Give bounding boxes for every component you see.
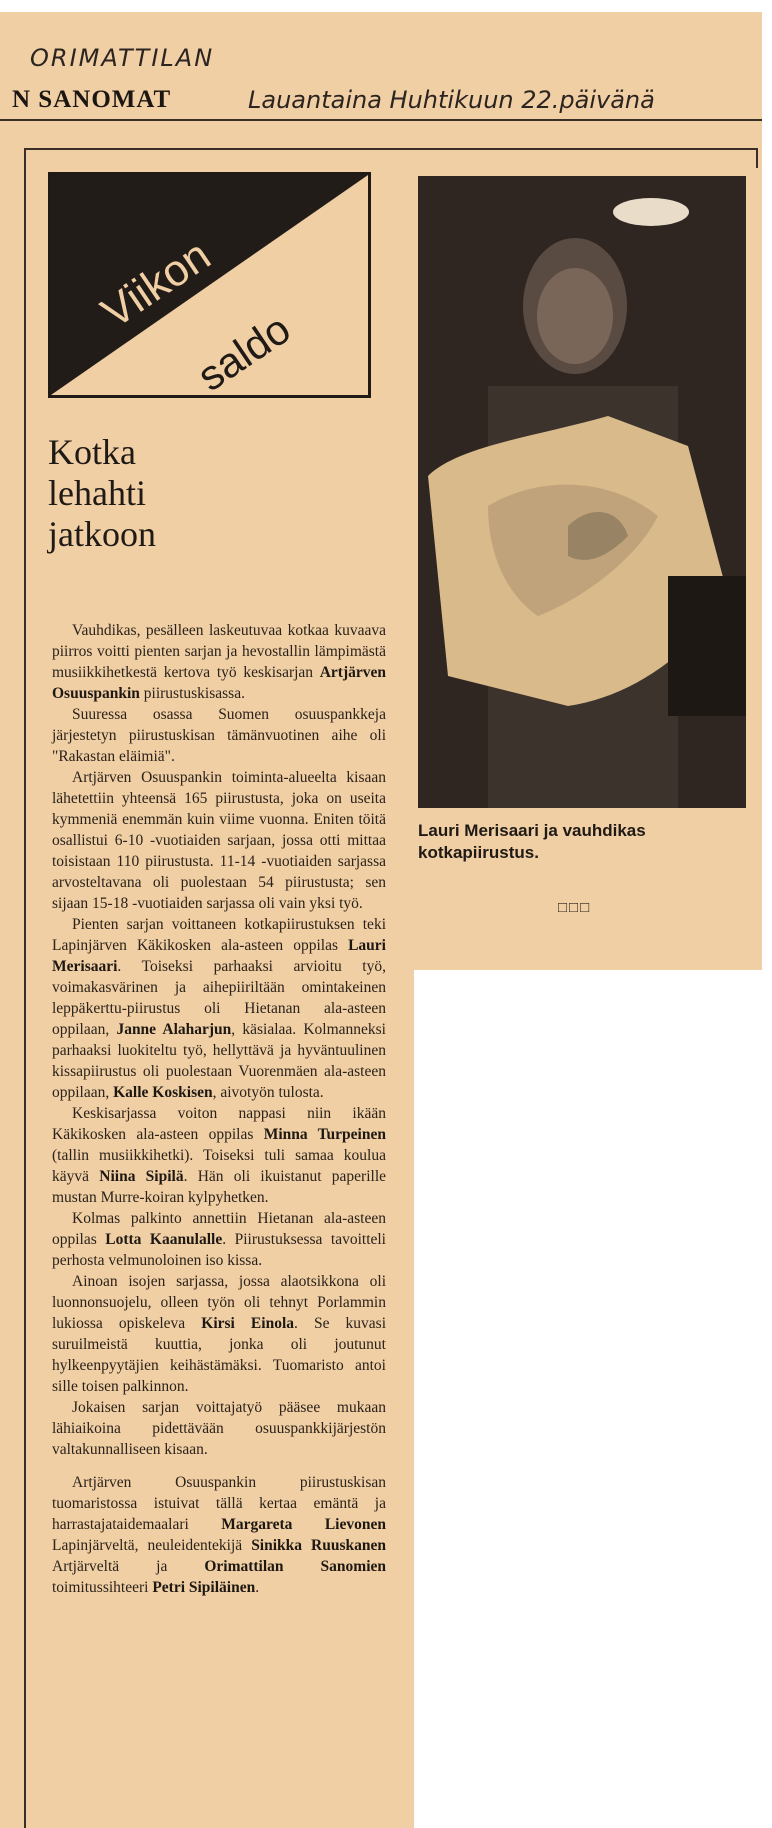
name-bold: Orimattilan Sanomien (204, 1558, 386, 1575)
article-photo (418, 176, 746, 808)
paragraph-2: Suuressa osassa Suomen osuuspankkeja järjestetyn piirustuskisan tämänvuotinen aihe oli "Rakastan eläimiä". (52, 706, 386, 765)
photo-caption: Lauri Merisaari ja vauhdikas kotkapiirustus. (418, 821, 646, 862)
paragraph-6: Kolmas palkinto annettiin Hietanan ala-asteen oppilas Lotta Kaanulalle. Piirustuksessa tavoitteli perhosta velmunoloinen iso kissa. (52, 1210, 386, 1269)
handwritten-town: ORIMATTILAN (30, 44, 215, 72)
paragraph-3: Artjärven Osuuspankin toiminta-alueelta kisaan lähetettiin yhteensä 165 piirustusta, joka on useita kymmeniä enemmän kuin viime vuonna. Eniten töitä osallistui 6-10 -vuotiaiden sarjaan, jossa otti mittaa toisistaan 110 piirustusta. 11-14 -vuotiaiden sarjassa arvosteltavana oli puolestaan 54 piirustusta; sen sijaan 15-18 -vuotiaiden sarjassa oli vain yksi työ. (52, 769, 386, 912)
handwritten-date: Lauantaina Huhtikuun 22.päivänä (248, 86, 655, 114)
paragraph-9: Artjärven Osuuspankin piirustuskisan tuomaristossa istuivat tällä kertaa emäntä ja harrastajataidemaalari Margareta Lievonen Lapinjärveltä, neuleidentekijä Sinikka Ruuskanen Artjärveltä ja Orimattilan Sanomien toimitussihteeri Petri Sipiläinen. (52, 1474, 386, 1596)
cabinet (668, 576, 746, 716)
top-rule (0, 119, 762, 121)
headline-line-2: lehahti (48, 473, 146, 513)
name-bold: Minna Turpeinen (263, 1126, 386, 1143)
name-bold: Artjärven Osuuspankin (52, 664, 386, 702)
frame-top-rule (24, 148, 758, 150)
paragraph-1: Vauhdikas, pesälleen laskeutuvaa kotkaa kuvaava piirros voitti pienten sarjan ja hevostallin lämpimästä musiikkihetkestä kertova työ keskisarjan Artjärven Osuuspankin piirustuskisassa. (52, 622, 386, 702)
frame-left-rule (24, 148, 26, 1828)
article-body (52, 620, 386, 1598)
headline-line-3: jatkoon (48, 514, 156, 554)
name-bold: Janne Alaharjun (116, 1021, 232, 1038)
newspaper-masthead: N SANOMAT (12, 86, 172, 113)
right-edge-rule (756, 148, 758, 168)
name-bold: Kirsi Einola (201, 1315, 294, 1332)
name-bold: Niina Sipilä (99, 1168, 184, 1185)
name-bold: Lotta Kaanulalle (105, 1231, 223, 1248)
name-bold: Margareta Lievonen (221, 1516, 386, 1533)
logo-word-viikon: Viikon (93, 230, 220, 338)
name-bold: Lauri Merisaari (52, 937, 386, 975)
ceiling-lamp (613, 198, 689, 226)
logo-word-saldo: saldo (189, 304, 299, 400)
paragraph-8: Jokaisen sarjan voittajatyö pääsee mukaan lähiaikoina pidettävään osuuspankkijärjestön valtakunnalliseen kisaan. (52, 1399, 386, 1458)
column-logo (48, 172, 371, 398)
name-bold: Kalle Koskisen (113, 1084, 213, 1101)
name-bold: Petri Sipiläinen (152, 1579, 256, 1596)
paragraph-4: Pienten sarjan voittaneen kotkapiirustuksen teki Lapinjärven Käkikosken ala-asteen oppilas Lauri Merisaari. Toiseksi parhaaksi arvioitu työ, voimakasvärinen ja aihepiiriltään omintakeinen leppäkerttu-piirustus oli Hietanan ala-asteen oppilaan, Janne Alaharjun, käsialaa. Kolmanneksi parhaaksi luokiteltu työ, hellyttävä ja hyväntuulinen kissapiirustus oli puolestaan Vuorenmäen ala-asteen oppilaan, Kalle Koskisen, aivotyön tulosta. (52, 916, 386, 1101)
paragraph-5: Keskisarjassa voiton nappasi niin ikään Käkikosken ala-asteen oppilas Minna Turpeinen (tallin musiikkihetki). Toiseksi tuli samaa koulua käyvä Niina Sipilä. Hän oli ikuistanut paperille mustan Murre-koiran kylpyhetken. (52, 1105, 387, 1206)
headline-line-1: Kotka (48, 432, 136, 472)
name-bold: Sinikka Ruuskanen (251, 1537, 386, 1554)
article-headline (48, 432, 156, 555)
paragraph-7: Ainoan isojen sarjassa, jossa alaotsikkona oli luonnonsuojelu, olleen työn oli tehnyt Porlammin lukiossa opiskeleva Kirsi Einola. Se kuvasi suruilmeistä kuuttia, jonka oli joutunut hylkeenpyytäjien keihästämäksi. Tuomaristo antoi sille toisen palkinnon. (52, 1273, 387, 1395)
photo-illustration (418, 176, 746, 808)
end-marker: □□□ (558, 900, 592, 916)
